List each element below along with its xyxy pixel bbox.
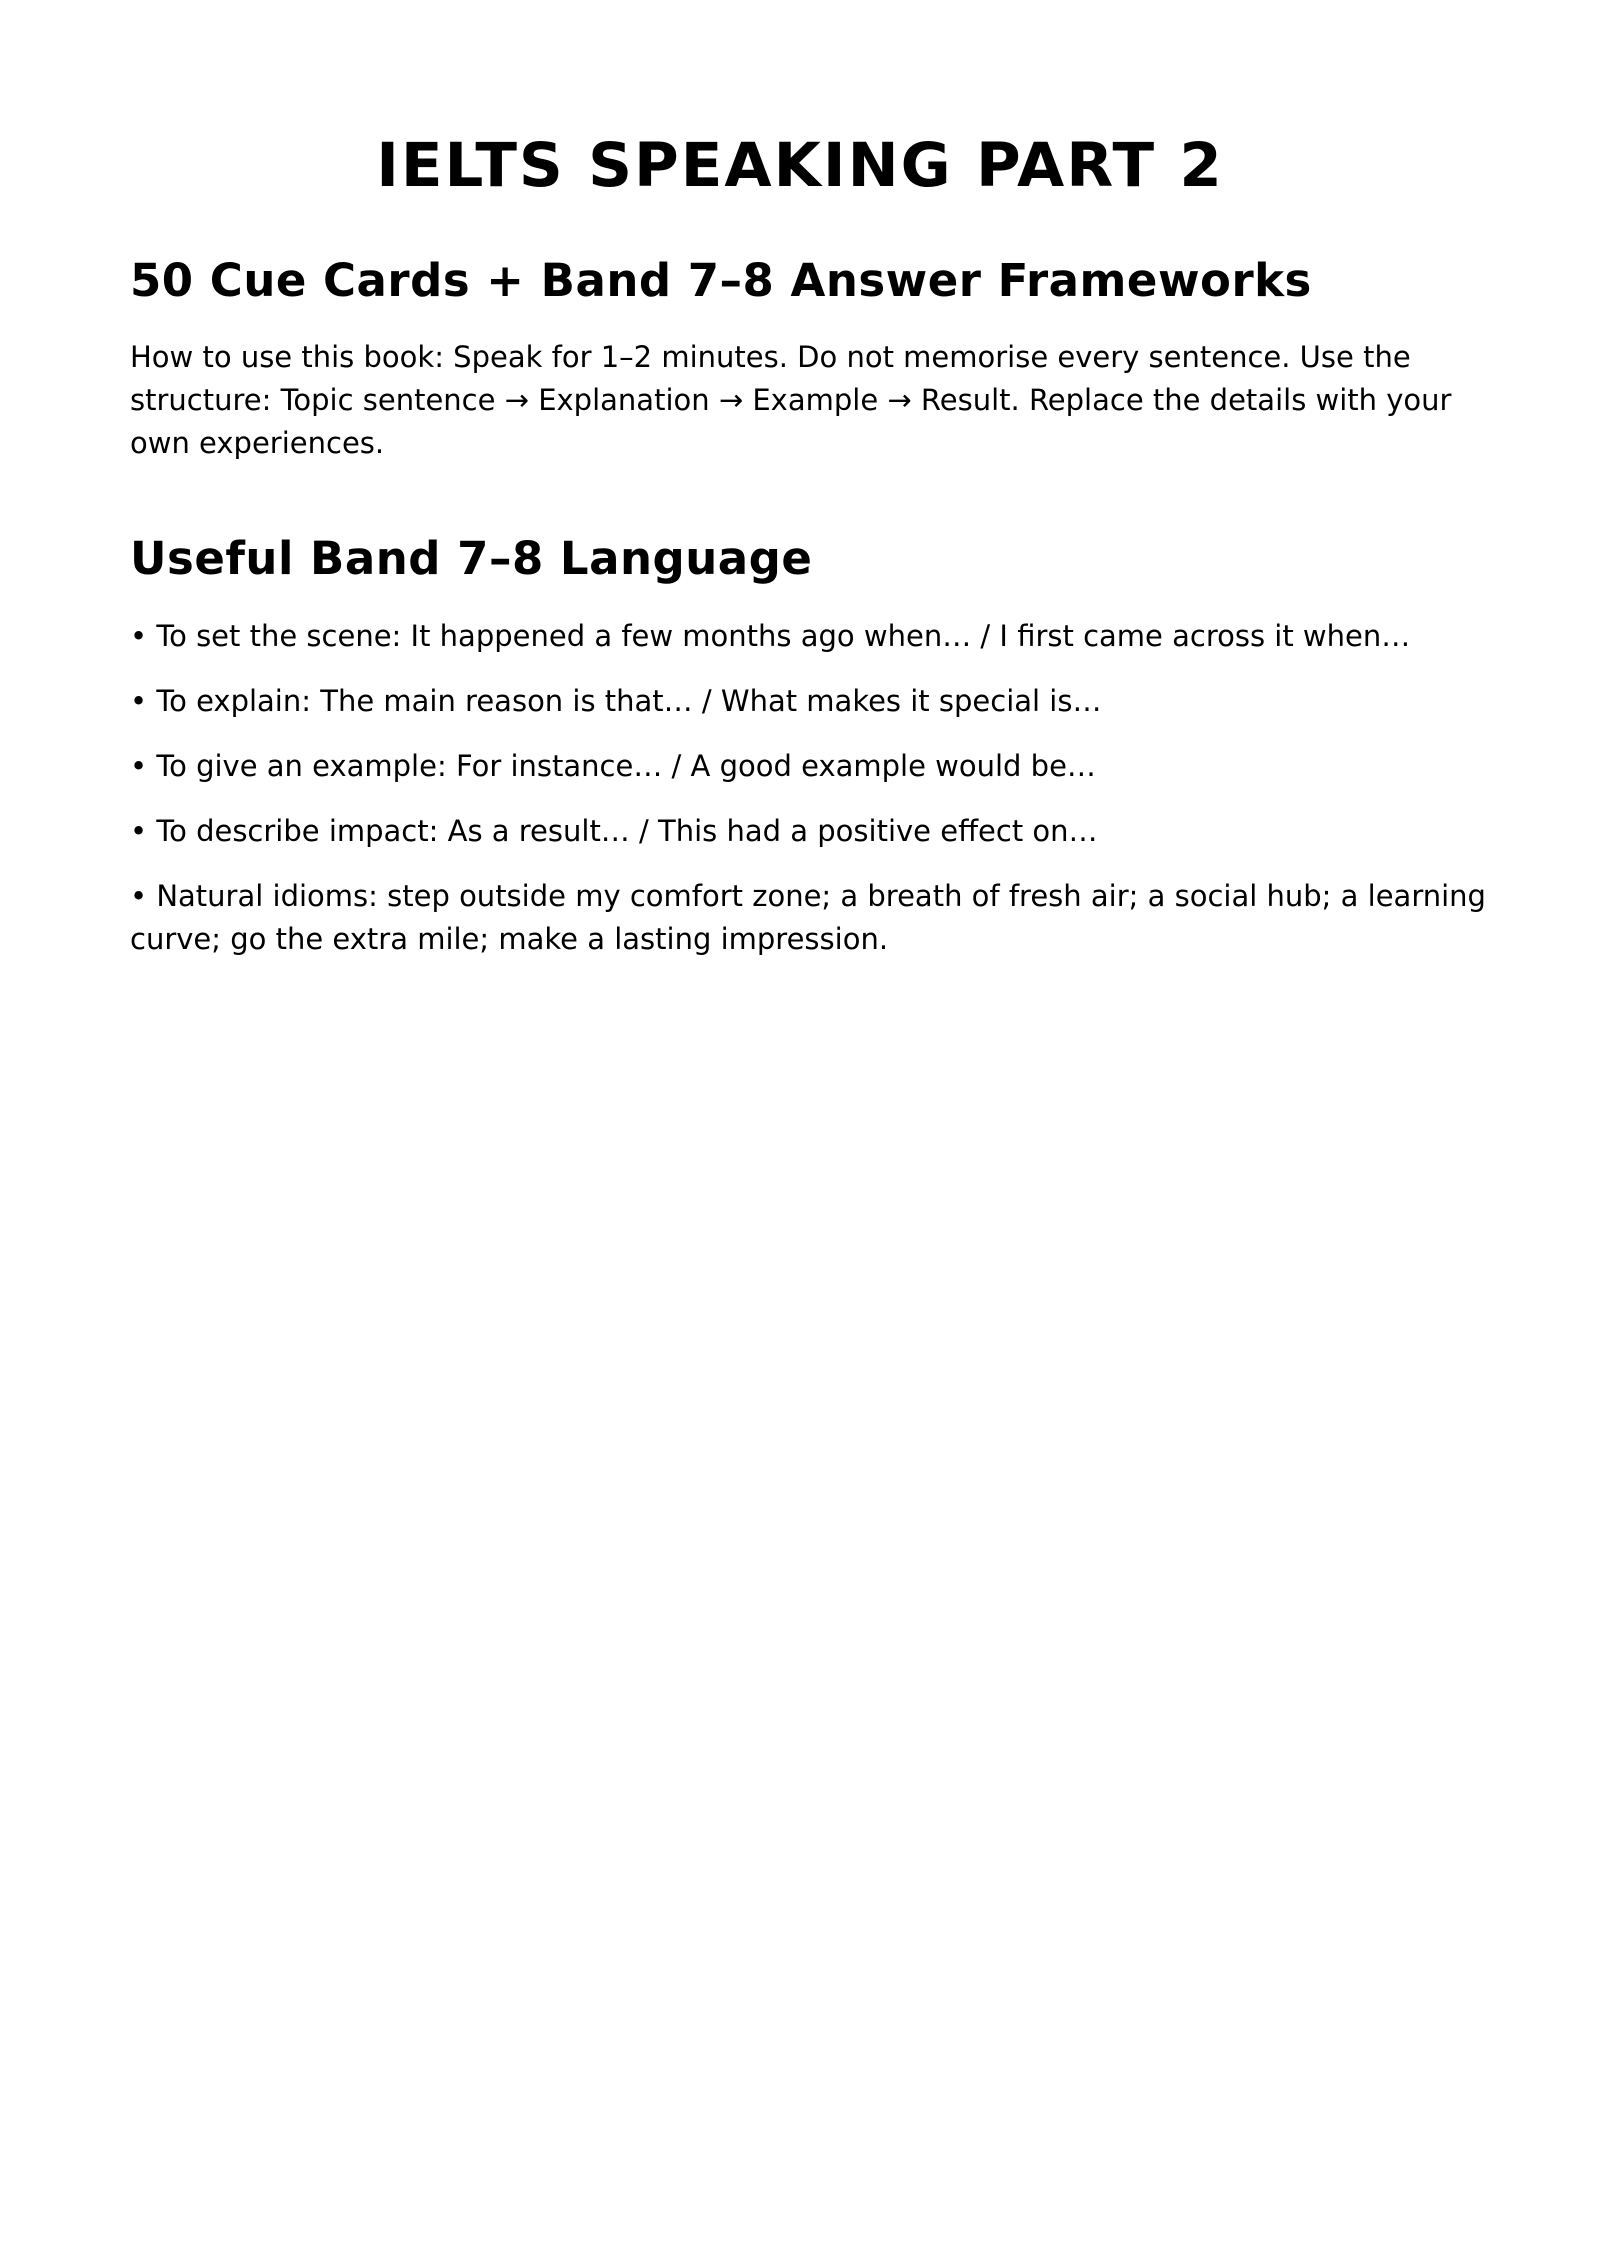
intro-paragraph: How to use this book: Speak for 1–2 minutes. Do not memorise every sentence. Use the structure: Topic sentence → Explanation → Example → Result. Replace the details with your own experiences. bbox=[130, 340, 1452, 460]
page-title: IELTS SPEAKING PART 2 bbox=[376, 130, 1224, 201]
language-item-idioms: • Natural idioms: step outside my comfort zone; a breath of fresh air; a social hub; a learning curve; go the extra mile; make a lasting impression. bbox=[130, 879, 1486, 956]
language-item-example: • To give an example: For instance… / A good example would be… bbox=[130, 749, 1096, 783]
language-list bbox=[130, 615, 1490, 983]
language-section-heading: Useful Band 7–8 Language bbox=[130, 532, 813, 585]
language-item-explain: • To explain: The main reason is that… / What makes it special is… bbox=[130, 684, 1102, 718]
language-item-scene: • To set the scene: It happened a few months ago when… / I first came across it when… bbox=[130, 619, 1411, 653]
book-subtitle: 50 Cue Cards + Band 7–8 Answer Frameworks bbox=[130, 254, 1312, 307]
language-item-impact: • To describe impact: As a result… / This had a positive effect on… bbox=[130, 814, 1098, 848]
